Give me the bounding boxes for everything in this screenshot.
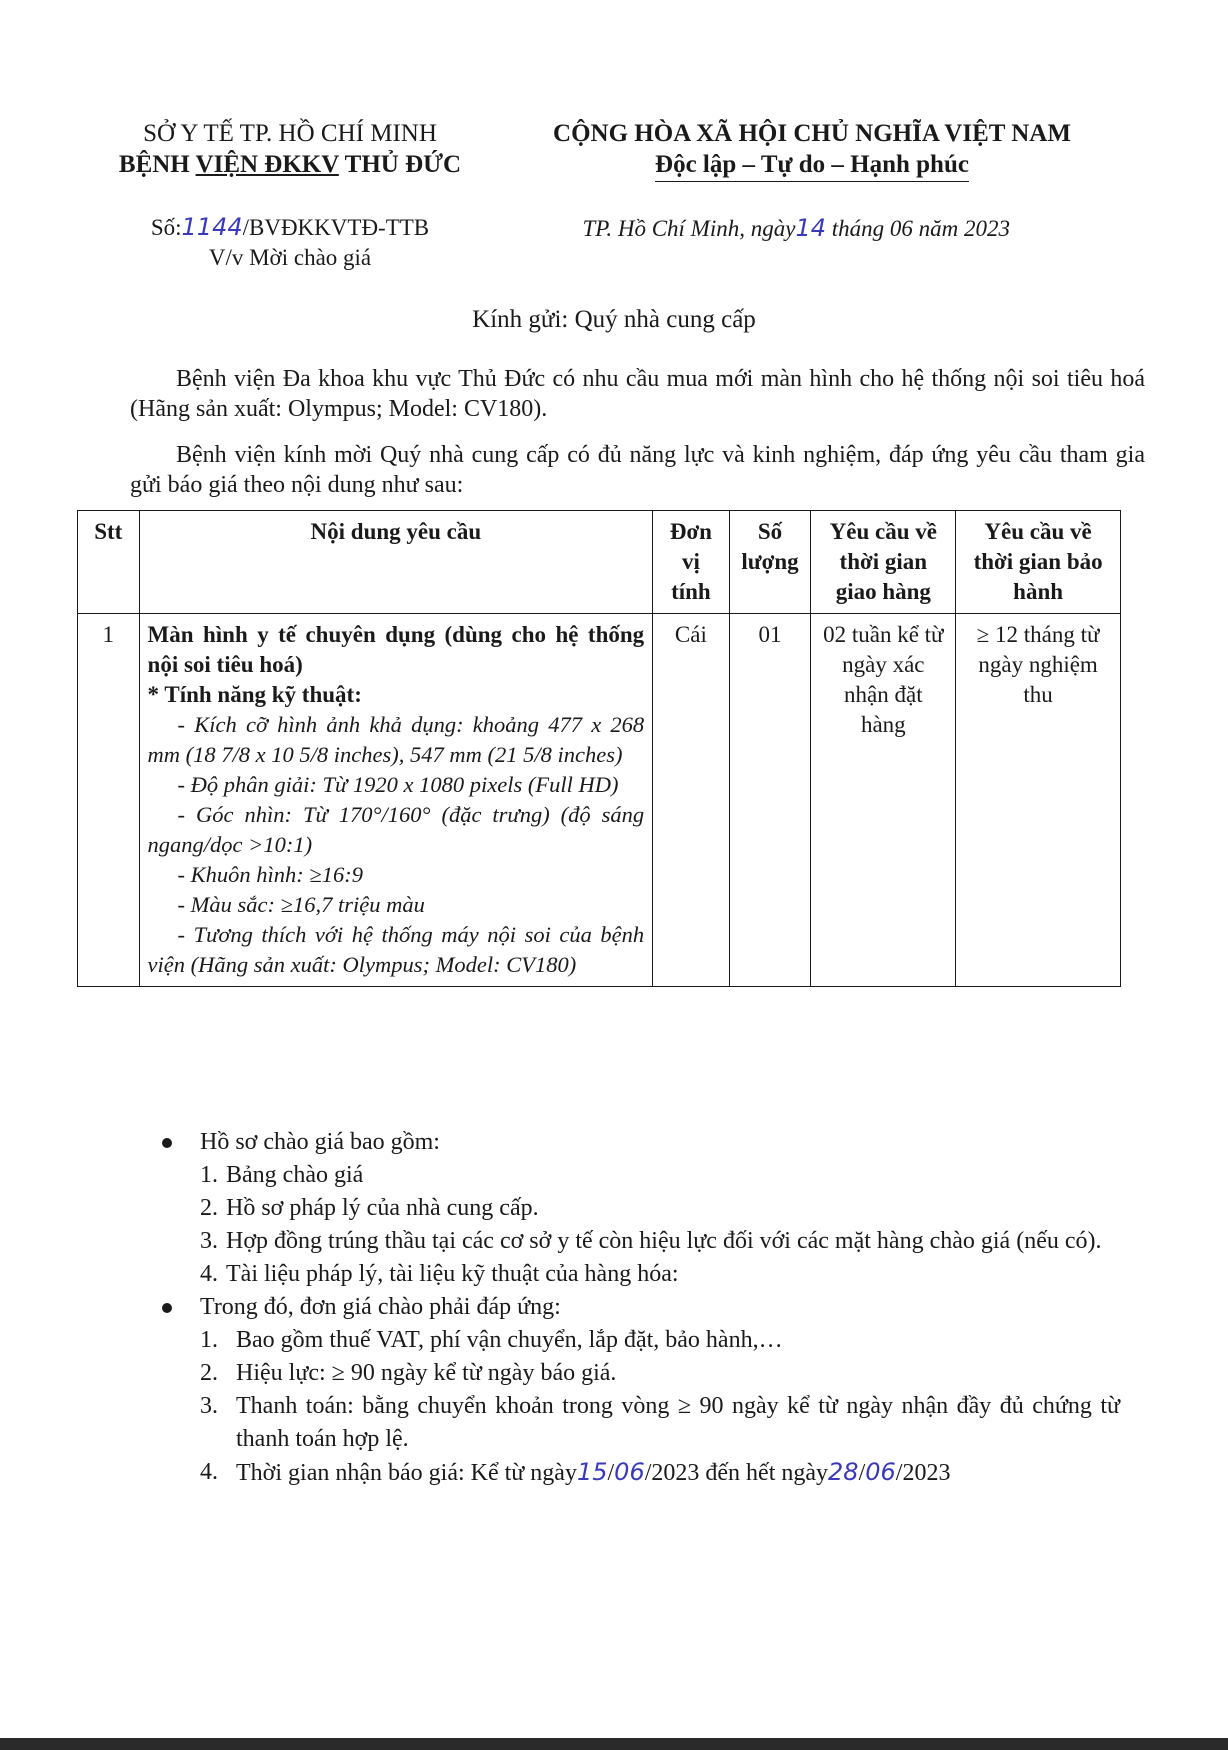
spec-item: - Màu sắc: ≥16,7 triệu màu xyxy=(177,892,425,917)
dossier-heading: Hồ sơ chào giá bao gồm: xyxy=(160,1126,1120,1159)
row-unit: Cái xyxy=(653,614,730,987)
bullet-icon xyxy=(162,1138,172,1148)
national-motto: Độc lập – Tự do – Hạnh phúc xyxy=(655,149,969,182)
intro-paragraph: Bệnh viện Đa khoa khu vực Thủ Đức có nhu cầu mua mới màn hình cho hệ thống nội soi tiêu hoá (Hãng sản xuất: Olympus; Model: CV180). xyxy=(130,366,1145,422)
list-item: 1. Bao gồm thuế VAT, phí vận chuyển, lắp đặt, bảo hành,… xyxy=(200,1327,783,1353)
row-delivery: 02 tuần kể từ ngày xác nhận đặt hàng xyxy=(811,614,956,987)
header-delivery: Yêu cầu về thời gian giao hàng xyxy=(811,511,956,614)
list-item: 3. Thanh toán: bằng chuyển khoản trong vòng ≥ 90 ngày kể từ ngày nhận đầy đủ chứng từ thanh toán hợp lệ. xyxy=(200,1393,1120,1452)
table-header-row xyxy=(78,511,1121,614)
header-unit: Đơn vị tính xyxy=(653,511,730,614)
handwritten-start-month: 06 xyxy=(614,1458,645,1486)
issuer-block xyxy=(90,118,490,180)
requirements-table xyxy=(77,510,1121,987)
table-row xyxy=(78,614,1121,987)
handwritten-start-day: 15 xyxy=(576,1458,608,1486)
list-item: 2. Hồ sơ pháp lý của nhà cung cấp. xyxy=(200,1195,539,1221)
header-content: Nội dung yêu cầu xyxy=(139,511,653,614)
spec-item: - Tương thích với hệ thống máy nội soi của bệnh viện (Hãng sản xuất: Olympus; Model: CV180) xyxy=(147,922,645,977)
document-reference xyxy=(90,212,490,273)
department-name: SỞ Y TẾ TP. HỒ CHÍ MINH xyxy=(143,120,437,147)
hospital-name: BỆNH VIỆN ĐKKV THỦ ĐỨC xyxy=(118,151,462,178)
list-item: 1. Bảng chào giá xyxy=(200,1162,364,1188)
document-subject: V/v Mời chào giá xyxy=(208,245,372,270)
handwritten-end-month: 06 xyxy=(865,1458,896,1486)
list-item: 4. Thời gian nhận báo giá: Kể từ ngày15/06/2023 đến hết ngày28/06/2023 xyxy=(200,1458,951,1486)
handwritten-number: 1144 xyxy=(181,213,243,241)
handwritten-day: 14 xyxy=(795,214,826,242)
item-title: Màn hình y tế chuyên dụng (dùng cho hệ thống nội soi tiêu hoá) xyxy=(147,622,645,677)
conditions-section xyxy=(160,1126,1120,1490)
list-item: 3. Hợp đồng trúng thầu tại các cơ sở y tế còn hiệu lực đối với các mặt hàng chào giá (nếu có). xyxy=(200,1228,1102,1254)
republic-title: CỘNG HÒA XÃ HỘI CHỦ NGHĨA VIỆT NAM xyxy=(553,120,1071,147)
row-content xyxy=(139,614,653,987)
spec-item: - Độ phân giải: Từ 1920 x 1080 pixels (Full HD) xyxy=(177,772,619,797)
spec-item: - Kích cỡ hình ảnh khả dụng: khoảng 477 x 268 mm (18 7/8 x 10 5/8 inches), 547 mm (21 5/8 inches) xyxy=(147,712,645,767)
scan-edge xyxy=(0,1738,1228,1750)
row-stt: 1 xyxy=(78,614,140,987)
document-number: Số:1144/BVĐKKVTĐ-TTB xyxy=(150,213,430,241)
list-item: 4. Tài liệu pháp lý, tài liệu kỹ thuật của hàng hóa: xyxy=(200,1261,679,1287)
header-quantity: Số lượng xyxy=(729,511,811,614)
features-label: * Tính năng kỹ thuật: xyxy=(147,682,362,707)
spec-item: - Khuôn hình: ≥16:9 xyxy=(177,862,363,887)
salutation: Kính gửi: Quý nhà cung cấp xyxy=(472,306,756,333)
invitation-paragraph: Bệnh viện kính mời Quý nhà cung cấp có đủ năng lực và kinh nghiệm, đáp ứng yêu cầu tham gia gửi báo giá theo nội dung như sau: xyxy=(130,442,1145,498)
row-warranty: ≥ 12 tháng từ ngày nghiệm thu xyxy=(956,614,1121,987)
bullet-icon xyxy=(162,1303,172,1313)
header-warranty: Yêu cầu về thời gian bảo hành xyxy=(956,511,1121,614)
pricing-heading: Trong đó, đơn giá chào phải đáp ứng: xyxy=(160,1291,1120,1324)
national-header xyxy=(522,118,1102,182)
header-stt: Stt xyxy=(78,511,140,614)
row-quantity: 01 xyxy=(729,614,811,987)
spec-item: - Góc nhìn: Từ 170°/160° (đặc trưng) (độ sáng ngang/dọc >10:1) xyxy=(147,802,645,857)
handwritten-end-day: 28 xyxy=(828,1458,859,1486)
list-item: 2. Hiệu lực: ≥ 90 ngày kể từ ngày báo giá. xyxy=(200,1360,617,1386)
